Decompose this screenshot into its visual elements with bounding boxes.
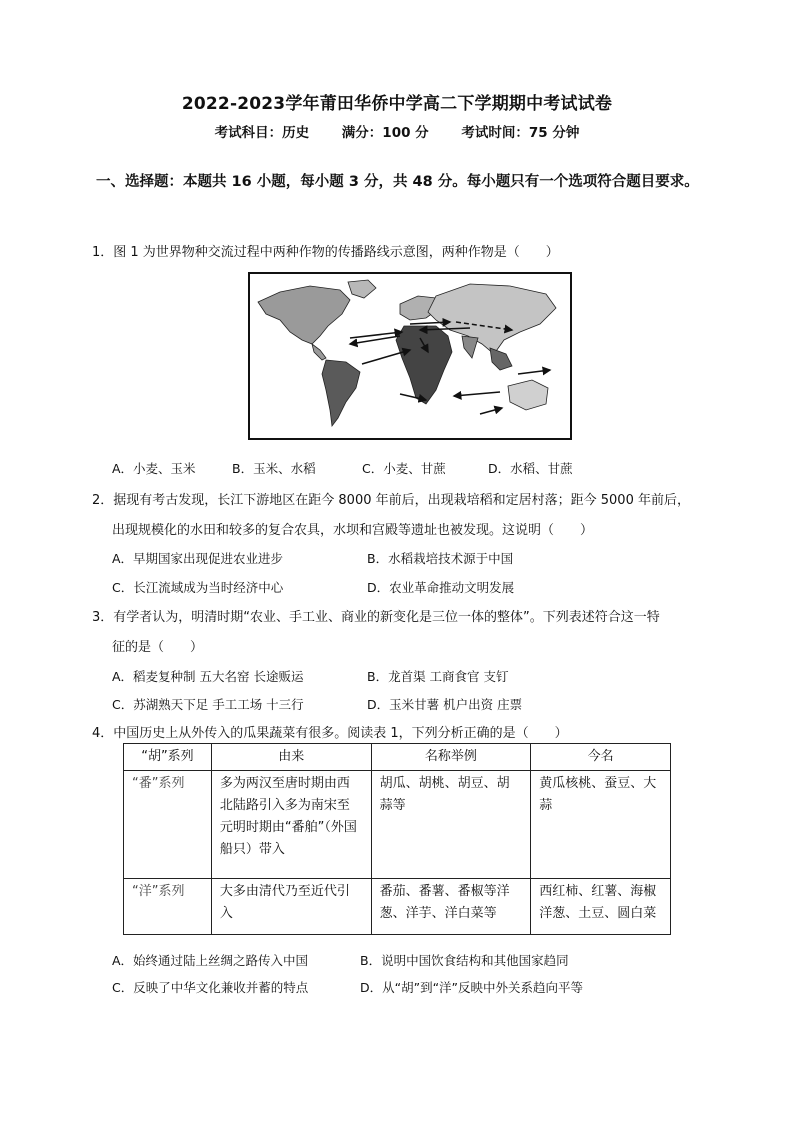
question-2-line-1: 2．据现有考古发现，长江下游地区在距今 8000 年前后，出现栽培稻和定居村落；距今 5000 年前后， <box>92 493 690 508</box>
question-2-line-2: 出现规模化的水田和较多的复合农具，水坝和宫殿等遗址也被发现。这说明（ ） <box>112 523 594 538</box>
option-a[interactable]: A．早期国家出现促进农业进步 <box>112 551 284 566</box>
option-c[interactable]: C．长江流域成为当时经济中心 <box>112 580 284 595</box>
world-map-svg <box>250 274 570 438</box>
table-cell: “洋”系列 <box>124 879 212 935</box>
option-d[interactable]: D．农业革命推动文明发展 <box>367 580 515 595</box>
table-cell: 大多由清代乃至近代引入 <box>211 879 371 935</box>
option-c[interactable]: C．反映了中华文化兼收并蓄的特点 <box>112 980 309 995</box>
option-a[interactable]: A．稻麦复种制 五大名窑 长途贩运 <box>112 669 304 684</box>
option-d[interactable]: D．玉米甘薯 机户出资 庄票 <box>367 697 523 712</box>
exam-time: 考试时间：75 分钟 <box>461 125 580 141</box>
option-a[interactable]: A．始终通过陆上丝绸之路传入中国 <box>112 953 309 968</box>
option-c[interactable]: C．小麦、甘蔗 <box>362 461 446 476</box>
option-b[interactable]: B．玉米、水稻 <box>232 461 316 476</box>
table-cell: 黄瓜核桃、蚕豆、大蒜 <box>531 771 671 879</box>
option-b[interactable]: B．龙首渠 工商食官 支钉 <box>367 669 509 684</box>
table-cell: 多为两汉至唐时期由西北陆路引入多为南宋至元明时期由“番舶”（外国船只）带入 <box>211 771 371 879</box>
table-header-row <box>124 744 671 771</box>
question-3-line-2: 征的是（ ） <box>112 640 204 655</box>
table-1 <box>123 743 671 935</box>
table-row <box>124 879 671 935</box>
table-header-cell: “胡”系列 <box>124 744 212 771</box>
table-header-cell: 今名 <box>531 744 671 771</box>
option-b[interactable]: B．水稻栽培技术源于中国 <box>367 551 514 566</box>
option-c[interactable]: C．苏湖熟天下足 手工工场 十三行 <box>112 697 304 712</box>
table-header-cell: 名称举例 <box>371 744 531 771</box>
option-a[interactable]: A．小麦、玉米 <box>112 461 196 476</box>
question-2-stem <box>92 486 732 546</box>
table-cell: 番茄、番薯、番椒等洋葱、洋芋、洋白菜等 <box>371 879 531 935</box>
world-map-figure <box>248 272 572 440</box>
option-b[interactable]: B．说明中国饮食结构和其他国家趋同 <box>360 953 569 968</box>
table-cell: “番”系列 <box>124 771 212 879</box>
table-row <box>124 771 671 879</box>
table-header-cell: 由来 <box>211 744 371 771</box>
exam-score: 满分：100 分 <box>341 125 429 141</box>
table-cell: 胡瓜、胡桃、胡豆、胡蒜等 <box>371 771 531 879</box>
question-3-line-1: 3．有学者认为，明清时期“农业、手工业、商业的新变化是三位一体的整体”。下列表述符合这一特 <box>92 610 660 625</box>
question-1-stem: 1．图 1 为世界物种交流过程中两种作物的传播路线示意图，两种作物是（ ） <box>92 245 559 260</box>
option-d[interactable]: D．从“胡”到“洋”反映中外关系趋向平等 <box>360 980 584 995</box>
section-heading: 一、选择题：本题共 16 小题，每小题 3 分，共 48 分。每小题只有一个选项符合题目要求。 <box>96 174 699 190</box>
exam-subject: 考试科目：历史 <box>214 125 310 141</box>
question-4-stem: 4．中国历史上从外传入的瓜果蔬菜有很多。阅读表 1，下列分析正确的是（ ） <box>92 726 568 741</box>
question-3-stem <box>92 603 732 663</box>
exam-title: 2022-2023学年莆田华侨中学高二下学期期中考试试卷 <box>181 94 613 114</box>
table-cell: 西红柿、红薯、海椒洋葱、土豆、圆白菜 <box>531 879 671 935</box>
exam-info <box>0 121 794 141</box>
option-d[interactable]: D．水稻、甘蔗 <box>488 461 573 476</box>
